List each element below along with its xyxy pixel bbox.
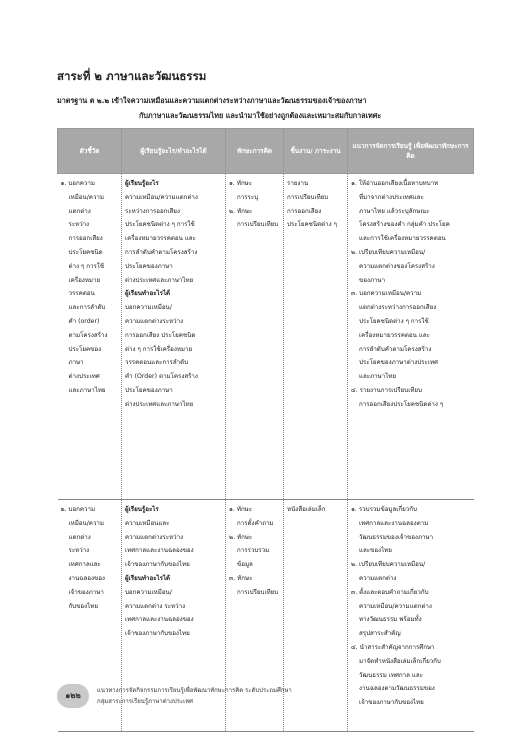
learn-heading: ผู้เรียนรู้อะไร (125, 180, 159, 187)
indicator-line: เจ้าของภาษา (68, 588, 104, 596)
approach-line: เจ้าของภาษากับของไทย (359, 699, 424, 707)
learn-line: ความเหมือน/ความแตกต่าง (125, 193, 198, 201)
indicator-line: งานฉลองของ (68, 574, 105, 582)
approach-line: ๔. รายงานการเปรียบเทียบ (351, 386, 422, 394)
skills-line: ๑. ทักษะ (229, 180, 253, 187)
learn-line: การลำดับคำตามโครงสร้าง (125, 248, 198, 256)
indicator-line: การออกเสียง (68, 235, 103, 243)
do-line: การออกเสียง ประโยคชนิด (125, 331, 196, 339)
skills-line: ๒. ทักษะ (229, 207, 253, 215)
section-heading: สาระที่ ๒ ภาษาและวัฒนธรรม (57, 69, 207, 83)
indicator-line: แตกต่าง (68, 533, 91, 541)
work-line: หนังสือเล่มเล็ก (287, 506, 326, 513)
approach-line: ประโยคของภาษาต่างประเทศ (359, 359, 438, 367)
header-indicator: ตัวชี้วัด (58, 129, 122, 174)
skills-line: ๒. ทักษะ (229, 533, 253, 541)
header-approach: แนวการจัดการเรียนรู้ เพื่อพัฒนาทักษะการคิด (348, 129, 474, 174)
approach-line: ๒. เปรียบเทียบความเหมือน/ (351, 248, 426, 256)
indicator-line: ระหว่าง (68, 547, 90, 555)
approach-line: เครื่องหมายวรรคตอน และ (359, 331, 430, 339)
approach-line: วัฒนธรรม เทศกาล และ (359, 671, 423, 679)
do-line: บอกความเหมือน/ (125, 588, 172, 596)
approach-cell (348, 500, 474, 732)
approach-line: วัฒนธรรมของเจ้าของภาษา (359, 533, 434, 541)
learning-table (57, 128, 474, 732)
approach-line: ของภาษา (359, 276, 386, 284)
do-line: วรรคตอนและการลำดับ (125, 359, 189, 367)
indicator-line: แตกต่าง (68, 207, 91, 215)
indicator-line: ต่างประเทศ (68, 373, 100, 381)
skills-line: การรวบรวม (237, 547, 270, 555)
indicator-line: และภาษาไทย (68, 386, 106, 394)
header-learn: ผู้เรียนรู้อะไร/ทำอะไรได้ (122, 129, 226, 174)
do-line: บอกความเหมือน/ (125, 304, 172, 312)
learn-heading: ผู้เรียนรู้อะไร (125, 506, 159, 513)
indicator-line: เทศกาลและ (68, 561, 101, 569)
do-line: ต่างประเทศและภาษาไทย (125, 400, 194, 408)
approach-line: เทศกาลและงานฉลองตาม (359, 519, 429, 527)
do-heading: ผู้เรียนทำอะไรได้ (125, 290, 171, 298)
indicator-line: เหมือน/ความ (68, 519, 104, 527)
approach-line: และของไทย (359, 547, 392, 555)
approach-line: และภาษาไทย (359, 373, 397, 381)
table-header-row (58, 129, 474, 174)
do-line: ประโยคของภาษา (125, 386, 173, 394)
approach-line: ทางวัฒนธรรม พร้อมทั้ง (359, 616, 422, 624)
approach-line: ๓. บอกความเหมือน/ความ (351, 290, 422, 298)
indicator-line: กับของไทย (68, 602, 98, 610)
do-line: เทศกาลและงานฉลองของ (125, 616, 194, 624)
indicator-line: เครื่องหมาย (68, 276, 101, 284)
do-line: ความแตกต่างระหว่าง (125, 317, 184, 325)
approach-line: ความแตกต่างของโครงสร้าง (359, 262, 435, 270)
approach-line: การลำดับคำตามโครงสร้าง (359, 345, 432, 353)
approach-line: สรุปสาระสำคัญ (359, 630, 401, 638)
learn-line: ประโยคชนิดต่าง ๆ การใช้ (125, 221, 195, 229)
approach-line: ๓. ตั้งและตอบคำถามเกี่ยวกับ (351, 588, 429, 596)
approach-line: และการใช้เครื่องหมายวรรคตอน (359, 235, 446, 243)
skills-cell (226, 174, 284, 500)
skills-line: ๓. ทักษะ (229, 574, 253, 582)
indicator-line: คำ (order) (68, 317, 100, 325)
learn-line: เทศกาลและงานฉลองของ (125, 547, 194, 555)
header-skills: ทักษะการคิด (226, 129, 284, 174)
approach-line: ความแตกต่าง (359, 574, 397, 582)
work-line: รายงาน (287, 180, 309, 187)
approach-line: ประโยคชนิดต่าง ๆ การใช้ (359, 317, 429, 325)
work-line: ประโยคชนิดต่าง ๆ (287, 221, 337, 229)
indicator-line: และการลำดับ (68, 304, 106, 312)
indicator-cell (58, 174, 122, 500)
work-line: การออกเสียง (287, 207, 322, 215)
learn-line: ต่างประเทศและภาษาไทย (125, 276, 194, 284)
do-line: ความแตกต่าง ระหว่าง (125, 602, 186, 610)
do-line: คำ (Order) ตามโครงสร้าง (125, 373, 198, 381)
do-heading: ผู้เรียนทำอะไรได้ (125, 574, 171, 582)
indicator-line: ประโยคของ (68, 345, 102, 353)
approach-line: โครงสร้างของคำ กลุ่มคำ ประโยค (359, 221, 450, 229)
footer-line-2: กลุ่มสาระการเรียนรู้ภาษาต่างประเทศ (97, 698, 193, 705)
learn-line: ความเหมือนและ (125, 519, 170, 527)
indicator-line: ๒. บอกความ (60, 506, 96, 513)
indicator-line: ๑. บอกความ (60, 180, 95, 187)
indicator-line: ระหว่าง (68, 221, 90, 229)
learn-line: ประโยคของภาษา (125, 262, 173, 270)
indicator-line: ประโยคชนิด (68, 248, 103, 256)
skills-line: การระบุ (237, 193, 259, 201)
standard-statement (57, 93, 477, 123)
standard-line-1: มาตรฐาน ต ๒.๒ เข้าใจความเหมือนและความแตกต่างระหว่างภาษาและวัฒนธรรมของเจ้าของภาษา (57, 96, 367, 105)
approach-line: งานฉลองตามวัฒนธรรมของ (359, 685, 435, 693)
approach-line: แตกต่างระหว่างการออกเสียง (359, 304, 437, 312)
learn-cell (122, 174, 226, 500)
approach-line: ๑. ให้อ่านออกเสียงเนื้อหาบทบาท (351, 180, 439, 187)
skills-line: การเปรียบเทียบ (237, 588, 279, 596)
approach-line: ที่มาจากต่างประเทศและ (359, 193, 424, 201)
skills-line: การเปรียบเทียบ (237, 221, 279, 229)
indicator-line: วรรคตอน (68, 290, 95, 298)
approach-line: ๑. รวบรวมข้อมูลเกี่ยวกับ (351, 506, 417, 513)
table-row (58, 174, 474, 500)
skills-line: การตั้งคำถาม (237, 519, 274, 527)
indicator-line: ภาษา (68, 359, 84, 367)
skills-line: ๑. ทักษะ (229, 506, 253, 513)
learn-line: ความแตกต่างระหว่าง (125, 533, 184, 541)
learn-line: เจ้าของภาษากับของไทย (125, 561, 190, 569)
approach-line: ๔. นำสาระสำคัญจากการศึกษา (351, 643, 435, 651)
approach-line: มาจัดทำหนังสือเล่มเล็กเกี่ยวกับ (359, 657, 441, 665)
page-number: ๑๒๒ (57, 684, 89, 708)
work-cell (284, 174, 348, 500)
do-line: ต่าง ๆ การใช้เครื่องหมาย (125, 345, 193, 353)
do-line: เจ้าของภาษากับของไทย (125, 630, 190, 638)
indicator-line: เหมือน/ความ (68, 193, 104, 201)
approach-line: ๒. เปรียบเทียบความเหมือน/ (351, 561, 426, 569)
learn-line: เครื่องหมายวรรคตอน และ (125, 235, 196, 243)
header-work: ชิ้นงาน/ ภาระงาน (284, 129, 348, 174)
approach-line: การออกเสียงประโยคชนิดต่าง ๆ (359, 400, 444, 408)
work-line: การเปรียบเทียบ (287, 193, 329, 201)
approach-line: ความเหมือน/ความแตกต่าง (359, 602, 432, 610)
learn-line: ระหว่างการออกเสียง (125, 207, 180, 215)
approach-cell (348, 174, 474, 500)
indicator-line: ต่าง ๆ การใช้ (68, 262, 105, 270)
work-cell (284, 500, 348, 732)
indicator-line: ตามโครงสร้าง (68, 331, 108, 339)
approach-line: ภาษาไทย แล้วระบุลักษณะ (359, 207, 430, 215)
footer-text (97, 685, 292, 707)
standard-line-2: กับภาษาและวัฒนธรรมไทย และนำมาใช้อย่างถูกต้องและเหมาะสมกับกาลเทศะ (139, 111, 382, 120)
skills-line: ข้อมูล (237, 561, 253, 569)
footer-line-1: แนวทางการจัดกิจกรรมการเรียนรู้เพื่อพัฒนาทักษะการคิด ระดับประถมศึกษา (97, 687, 292, 694)
